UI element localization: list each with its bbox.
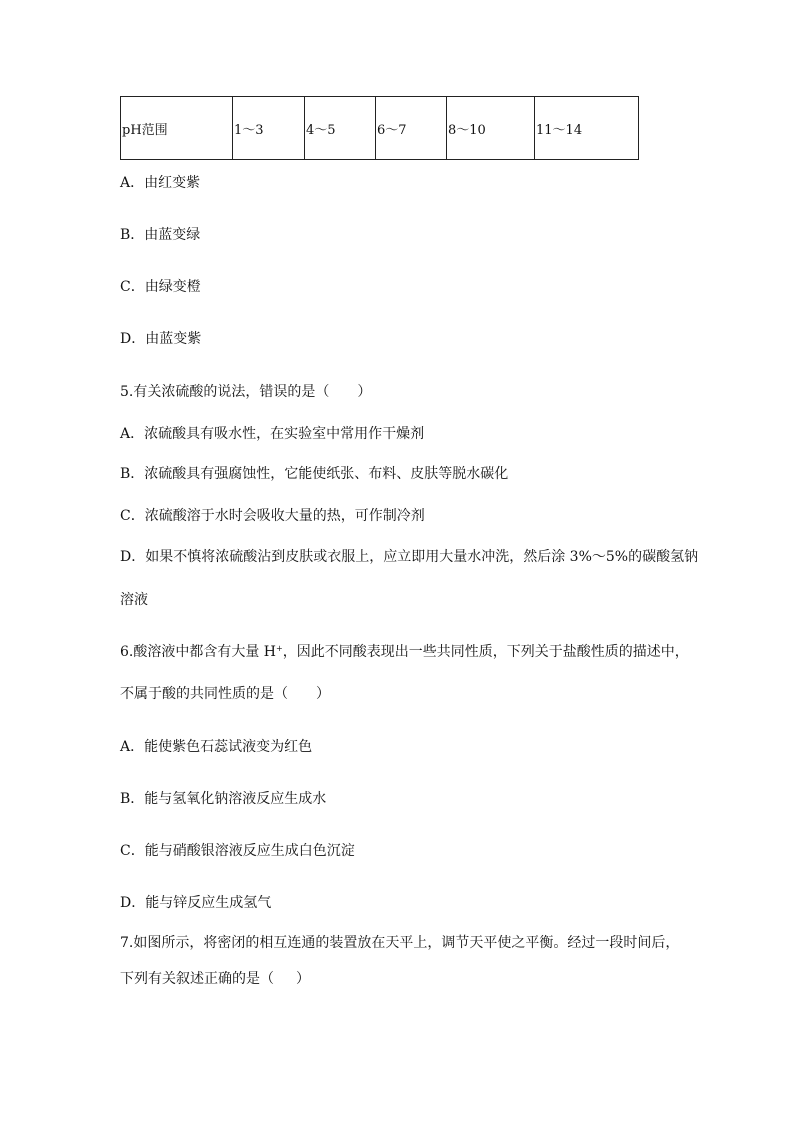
ph-range-cell: 8～10: [447, 97, 535, 160]
q4-option-b: B．由蓝变绿: [120, 227, 201, 243]
q7-stem-line2: [120, 969, 310, 989]
q6-stem-line2-text: 不属于酸的共同性质的是（: [120, 686, 288, 702]
q6-option-d: D．能与锌反应生成氢气: [120, 895, 272, 911]
ph-range-cell: 11～14: [535, 97, 639, 160]
q5-option-a: A．浓硫酸具有吸水性，在实验室中常用作干燥剂: [120, 426, 425, 442]
q7-stem-end: ）: [296, 971, 310, 987]
q5-option-d: D．如果不慎将浓硫酸沾到皮肤或衣服上，应立即用大量水冲洗，然后涂 3%～5%的碳酸氢钠: [120, 549, 699, 565]
q6-stem-part2: ，因此不同酸表现出一些共同性质，下列关于盐酸性质的描述中，: [282, 644, 689, 660]
q5-option-c: C．浓硫酸溶于水时会吸收大量的热，可作制冷剂: [120, 508, 425, 524]
q6-option-a: A．能使紫色石蕊试液变为红色: [120, 739, 313, 755]
ph-range-row: [121, 97, 639, 160]
q6-stem-line1: [120, 642, 689, 662]
q5-stem-text: 5.有关浓硫酸的说法，错误的是（: [120, 384, 330, 400]
q6-stem-part1: 6.酸溶液中都含有大量 H: [120, 644, 277, 660]
q7-stem-line1: 7.如图所示，将密闭的相互连通的装置放在天平上，调节天平使之平衡。经过一段时间后，: [120, 935, 680, 951]
q7-stem-line2-text: 下列有关叙述正确的是（: [120, 971, 274, 987]
q6-hydrogen-charge: +: [276, 644, 283, 653]
ph-range-cell: 6～7: [376, 97, 447, 160]
ph-range-table: [120, 96, 639, 160]
q4-option-a: A．由红变紫: [120, 175, 201, 191]
q5-stem-end: ）: [357, 384, 372, 400]
q6-stem-end: ）: [316, 686, 330, 702]
ph-range-header: pH范围: [121, 97, 233, 160]
q6-option-b: B．能与氢氧化钠溶液反应生成水: [120, 791, 327, 807]
q6-stem-line2: [120, 684, 330, 704]
q5-stem: [120, 382, 371, 402]
q5-option-b: B．浓硫酸具有强腐蚀性，它能使纸张、布料、皮肤等脱水碳化: [120, 466, 509, 482]
ph-range-cell: 4～5: [305, 97, 376, 160]
q4-option-c: C．由绿变橙: [120, 279, 201, 295]
q6-option-c: C．能与硝酸银溶液反应生成白色沉淀: [120, 843, 355, 859]
q4-option-d: D．由蓝变紫: [120, 331, 202, 347]
ph-range-cell: 1～3: [233, 97, 305, 160]
q5-option-d-continued: 溶液: [120, 592, 148, 608]
